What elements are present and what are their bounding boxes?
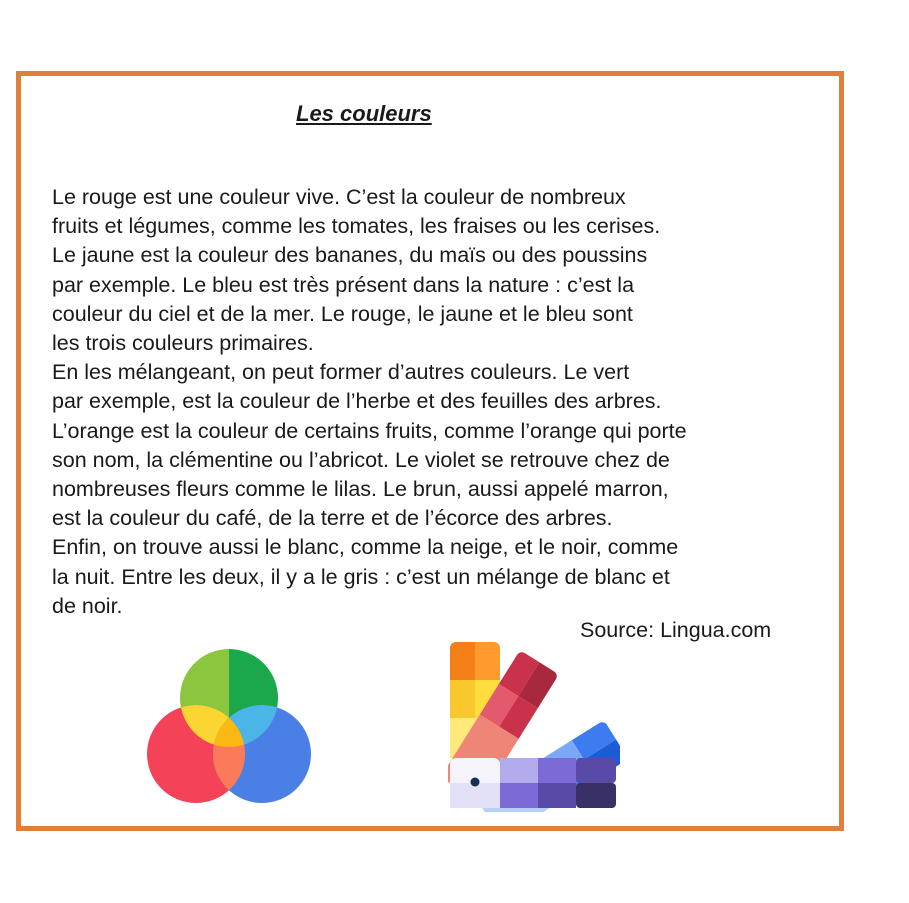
swatch (450, 680, 475, 718)
text-line: Le rouge est une couleur vive. C’est la couleur de nombreux (52, 185, 626, 209)
document-body (52, 183, 812, 621)
swatch (450, 783, 500, 808)
pivot-hole-icon (471, 778, 480, 787)
swatch (500, 783, 538, 808)
swatch (475, 642, 500, 680)
text-line: nombreuses fleurs comme le lilas. Le brun, aussi appelé marron, (52, 477, 669, 502)
color-swatch-fan-icon (448, 640, 620, 812)
text-line: Enfin, on trouve aussi le blanc, comme la neige, et le noir, comme (52, 535, 679, 560)
text-line: par exemple, est la couleur de l’herbe et des feuilles des arbres. (52, 389, 662, 414)
text-line: L’orange est la couleur de certains fruits, comme l’orange qui porte (52, 418, 687, 443)
text-line: la nuit. Entre les deux, il y a le gris : c’est un mélange de blanc et (52, 564, 670, 589)
swatch (576, 783, 616, 808)
swatch (538, 783, 576, 808)
text-line: est la couleur du café, de la terre et de l’écorce des arbres. (52, 506, 613, 531)
text-line: son nom, la clémentine ou l’abricot. Le violet se retrouve chez de (52, 447, 670, 472)
swatch (450, 642, 475, 680)
swatch (500, 758, 538, 783)
text-line: En les mélangeant, on peut former d’autres couleurs. Le vert (52, 360, 630, 385)
text-line: de noir. (52, 593, 123, 618)
text-line: par exemple. Le bleu est très présent dans la nature : c’est la (52, 272, 635, 297)
text-line: Le jaune est la couleur des bananes, du maïs ou des poussins (52, 243, 648, 268)
color-venn-diagram-icon (144, 648, 314, 808)
text-line: les trois couleurs primaires. (52, 331, 314, 356)
text-line: couleur du ciel et de la mer. Le rouge, le jaune et le bleu sont (52, 301, 633, 326)
swatch (538, 758, 576, 783)
text-line: fruits et légumes, comme les tomates, les fraises ou les cerises. (52, 214, 661, 239)
source-credit: Source: Lingua.com (580, 618, 772, 642)
swatch (576, 758, 616, 783)
document-title: Les couleurs (296, 101, 432, 126)
